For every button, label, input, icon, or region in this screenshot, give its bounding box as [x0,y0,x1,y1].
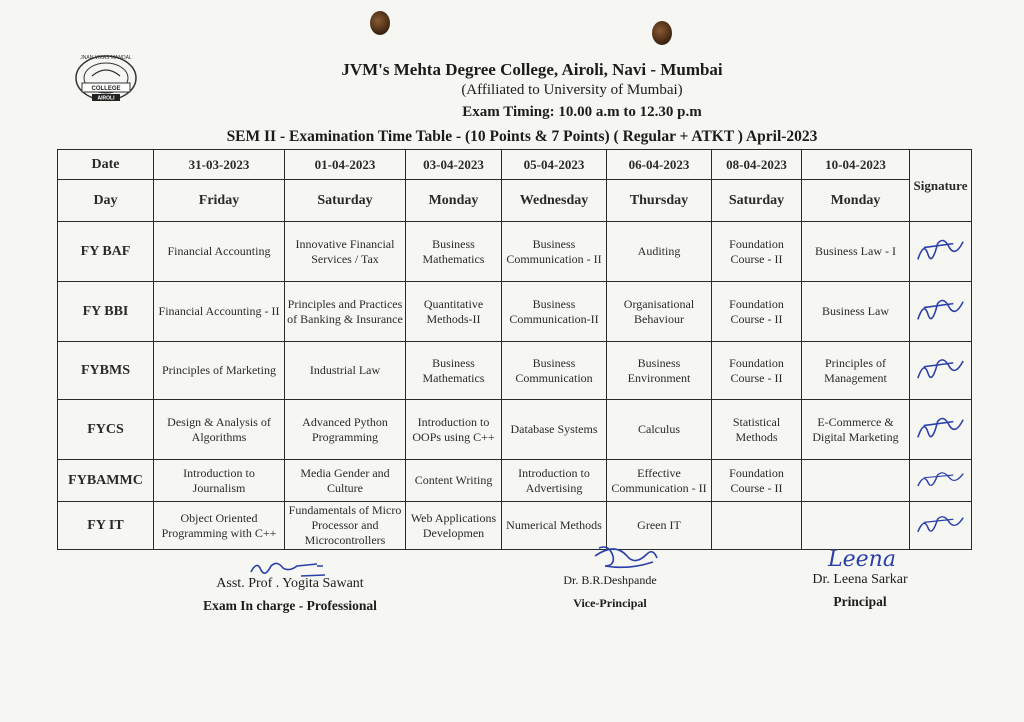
subject-cell: Web Applications Developmen [406,502,502,550]
logo-bottom-text: AIROLI [97,95,115,102]
subject-cell: Business Law - I [802,222,910,282]
affiliation: (Affiliated to University of Mumbai) [461,82,683,98]
principal-name: Dr. Leena Sarkar [812,572,908,587]
punch-hole-left [370,11,390,35]
signature-cell [910,460,972,502]
table-row [58,222,972,282]
day-cell: Thursday [607,180,712,222]
day-row [58,180,972,222]
logo-top-text: JNAN VIKAS MANDAL [80,55,132,61]
date-cell: 31-03-2023 [154,150,285,180]
day-cell: Monday [802,180,910,222]
subject-cell: Auditing [607,222,712,282]
signature-cell [910,502,972,550]
signature-cell [910,222,972,282]
day-label: Day [58,180,154,222]
class-label: FYBAMMC [58,460,154,502]
vice-principal-role: Vice-Principal [573,596,647,610]
principal-signature [826,544,906,574]
subject-cell: Quantitative Methods-II [406,282,502,342]
subject-cell: Effective Communication - II [607,460,712,502]
subject-cell [712,502,802,550]
vice-principal-name: Dr. B.R.Deshpande [563,573,657,587]
subject-cell: Introduction to Journalism [154,460,285,502]
principal-signature-text: Leena [828,547,896,572]
subject-cell: Innovative Financial Services / Tax [285,222,406,282]
signature-cell [910,282,972,342]
subject-cell: E-Commerce & Digital Marketing [802,400,910,460]
table-row [58,342,972,400]
subject-cell [802,460,910,502]
exam-timing: Exam Timing: 10.00 a.m to 12.30 p.m [462,104,702,120]
punch-hole-right [652,21,672,45]
date-label: Date [58,150,154,180]
subject-cell: Introduction to OOPs using C++ [406,400,502,460]
signature-scribble [910,460,971,501]
subject-cell: Business Law [802,282,910,342]
table-row [58,460,972,502]
timetable [57,149,972,550]
subject-cell: Statistical Methods [712,400,802,460]
subject-cell: Advanced Python Programming [285,400,406,460]
subject-cell: Calculus [607,400,712,460]
date-cell: 03-04-2023 [406,150,502,180]
class-label: FY IT [58,502,154,550]
college-name: JVM's Mehta Degree College, Airoli, Navi - Mumbai [341,60,723,79]
subject-cell: Principles and Practices of Banking & Insurance [285,282,406,342]
class-label: FY BBI [58,282,154,342]
table-row [58,502,972,550]
principal-role: Principal [833,594,887,609]
subject-cell: Media Gender and Culture [285,460,406,502]
subject-cell [802,502,910,550]
table-row [58,282,972,342]
signature-header: Signature [910,150,972,222]
class-label: FYBMS [58,342,154,400]
day-cell: Wednesday [502,180,607,222]
subject-cell: Business Environment [607,342,712,400]
date-cell: 10-04-2023 [802,150,910,180]
exam-incharge-role: Exam In charge - Professional [203,598,377,613]
exam-incharge-name: Asst. Prof . Yogita Sawant [216,576,364,591]
day-cell: Friday [154,180,285,222]
subject-cell: Industrial Law [285,342,406,400]
subject-cell: Foundation Course - II [712,222,802,282]
date-cell: 05-04-2023 [502,150,607,180]
subject-cell: Foundation Course - II [712,342,802,400]
day-cell: Saturday [285,180,406,222]
subject-cell: Financial Accounting [154,222,285,282]
date-cell: 01-04-2023 [285,150,406,180]
subject-cell: Numerical Methods [502,502,607,550]
logo-band-text: COLLEGE [91,86,121,92]
subject-cell: Business Communication-II [502,282,607,342]
subject-cell: Database Systems [502,400,607,460]
table-row [58,400,972,460]
date-row [58,150,972,180]
signature-scribble [910,502,971,549]
day-cell: Monday [406,180,502,222]
signature-scribble [910,222,971,281]
signature-scribble [910,342,971,399]
subject-cell: Financial Accounting - II [154,282,285,342]
timetable-title: SEM II - Examination Time Table - (10 Points & 7 Points) ( Regular + ATKT ) April-2023 [226,128,818,145]
class-label: FY BAF [58,222,154,282]
signature-cell [910,400,972,460]
class-label: FYCS [58,400,154,460]
subject-cell: Design & Analysis of Algorithms [154,400,285,460]
subject-cell: Green IT [607,502,712,550]
subject-cell: Foundation Course - II [712,282,802,342]
subject-cell: Principles of Management [802,342,910,400]
subject-cell: Organisational Behaviour [607,282,712,342]
signature-scribble [910,400,971,459]
subject-cell: Business Mathematics [406,342,502,400]
subject-cell: Business Communication [502,342,607,400]
vice-principal-signature [585,540,665,574]
subject-cell: Business Communication - II [502,222,607,282]
day-cell: Saturday [712,180,802,222]
subject-cell: Business Mathematics [406,222,502,282]
subject-cell: Object Oriented Programming with C++ [154,502,285,550]
subject-cell: Principles of Marketing [154,342,285,400]
subject-cell: Introduction to Advertising [502,460,607,502]
signature-cell [910,342,972,400]
signature-scribble [910,282,971,341]
subject-cell: Foundation Course - II [712,460,802,502]
date-cell: 08-04-2023 [712,150,802,180]
date-cell: 06-04-2023 [607,150,712,180]
subject-cell: Content Writing [406,460,502,502]
subject-cell: Fundamentals of Micro Processor and Microcontrollers [285,502,406,550]
